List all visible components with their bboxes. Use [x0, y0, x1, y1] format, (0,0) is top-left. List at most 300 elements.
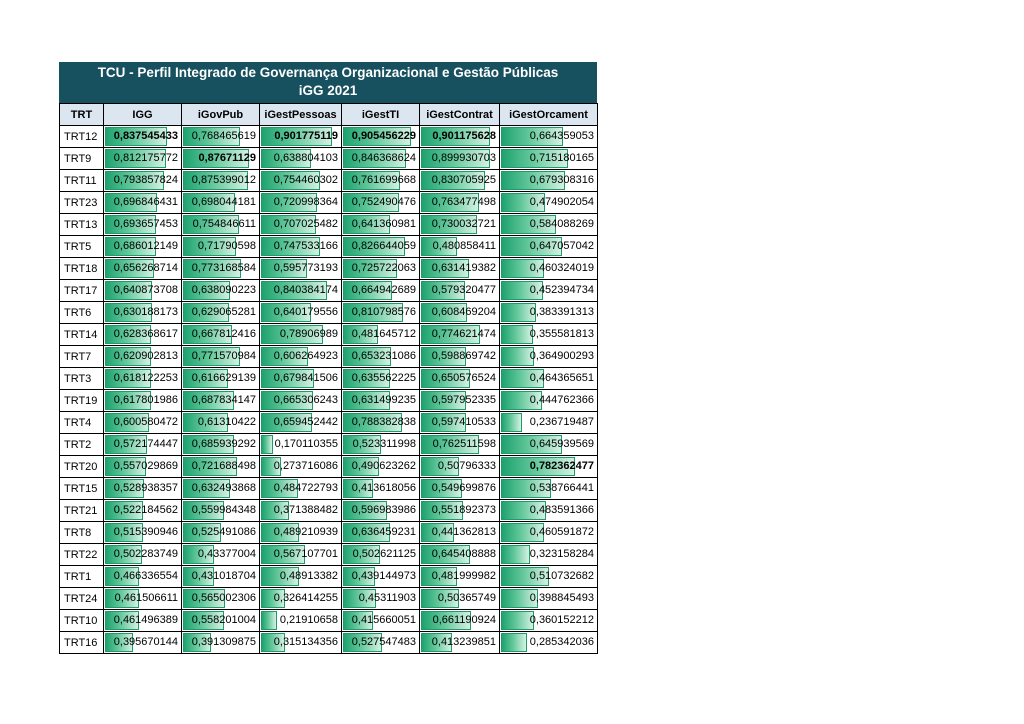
cell-igestorcament	[500, 478, 598, 500]
cell-value: 0,837545433	[113, 130, 178, 142]
cell-igestcontrat	[420, 632, 500, 654]
cell-igg	[104, 258, 182, 280]
cell-igg	[104, 214, 182, 236]
cell-igovpub	[182, 478, 260, 500]
cell-igestorcament	[500, 412, 598, 434]
cell-value: 0,826644059	[351, 240, 416, 252]
cell-igestorcament	[500, 588, 598, 610]
cell-igestcontrat	[420, 610, 500, 632]
cell-value: 0,686012149	[113, 240, 178, 252]
cell-value: 0,631419382	[431, 262, 496, 274]
cell-value: 0,78906989	[279, 328, 338, 340]
cell-value: 0,768465619	[191, 130, 256, 142]
cell-value: 0,664942689	[351, 284, 416, 296]
cell-value: 0,579320477	[431, 284, 496, 296]
table-row	[60, 368, 598, 390]
cell-value: 0,762511598	[432, 438, 496, 450]
cell-value: 0,608469204	[431, 306, 496, 318]
cell-igestti	[342, 588, 420, 610]
cell-igestpessoas	[260, 368, 342, 390]
cell-value: 0,510732682	[529, 570, 594, 582]
cell-igestcontrat	[420, 478, 500, 500]
cell-value: 0,664359053	[529, 130, 594, 142]
cell-value: 0,720998364	[273, 196, 338, 208]
cell-value: 0,596983986	[351, 504, 416, 516]
cell-value: 0,875399012	[191, 174, 256, 186]
cell-value: 0,725722063	[351, 262, 416, 274]
cell-igestpessoas	[260, 522, 342, 544]
cell-igg	[104, 192, 182, 214]
cell-trt: TRT14	[60, 324, 104, 346]
cell-igestpessoas	[260, 280, 342, 302]
cell-value: 0,50365749	[437, 592, 496, 604]
cell-igestorcament	[500, 434, 598, 456]
table-title	[59, 62, 597, 103]
cell-igovpub	[182, 236, 260, 258]
cell-igovpub	[182, 324, 260, 346]
cell-value: 0,273716086	[273, 460, 338, 472]
cell-value: 0,901175628	[432, 130, 496, 142]
cell-value: 0,653231086	[351, 350, 416, 362]
cell-value: 0,452394734	[529, 284, 594, 296]
cell-value: 0,645939569	[529, 438, 594, 450]
cell-igestpessoas	[260, 456, 342, 478]
cell-igestorcament	[500, 258, 598, 280]
cell-igestorcament	[500, 192, 598, 214]
spreadsheet	[59, 62, 597, 654]
cell-igg	[104, 588, 182, 610]
cell-igestorcament	[500, 214, 598, 236]
cell-igg	[104, 478, 182, 500]
cell-igestpessoas	[260, 170, 342, 192]
cell-igestcontrat	[420, 368, 500, 390]
table-row	[60, 544, 598, 566]
cell-value: 0,439144973	[351, 570, 416, 582]
cell-value: 0,830705925	[431, 174, 496, 186]
table-row	[60, 324, 598, 346]
table-row	[60, 214, 598, 236]
cell-value: 0,474902054	[529, 196, 594, 208]
cell-trt: TRT1	[60, 566, 104, 588]
cell-value: 0,771570984	[191, 350, 256, 362]
cell-igestcontrat	[420, 236, 500, 258]
cell-value: 0,383391313	[529, 306, 594, 318]
cell-value: 0,659452442	[273, 416, 338, 428]
cell-value: 0,715180165	[529, 152, 594, 164]
cell-value: 0,323158284	[529, 548, 594, 560]
cell-igestcontrat	[420, 280, 500, 302]
cell-igestpessoas	[260, 434, 342, 456]
cell-value: 0,444762366	[529, 394, 594, 406]
cell-igestorcament	[500, 544, 598, 566]
cell-value: 0,484722793	[273, 482, 338, 494]
cell-igovpub	[182, 148, 260, 170]
cell-igestcontrat	[420, 434, 500, 456]
cell-igestorcament	[500, 346, 598, 368]
cell-trt: TRT11	[60, 170, 104, 192]
cell-igestti	[342, 456, 420, 478]
table-row	[60, 236, 598, 258]
cell-igovpub	[182, 412, 260, 434]
cell-igovpub	[182, 456, 260, 478]
cell-value: 0,687834147	[191, 394, 256, 406]
cell-igg	[104, 412, 182, 434]
cell-igestpessoas	[260, 258, 342, 280]
cell-trt: TRT9	[60, 148, 104, 170]
cell-value: 0,616629139	[191, 372, 256, 384]
table-row	[60, 346, 598, 368]
table-row	[60, 148, 598, 170]
cell-igovpub	[182, 390, 260, 412]
cell-value: 0,522184562	[113, 504, 178, 516]
cell-value: 0,650576524	[431, 372, 496, 384]
cell-igovpub	[182, 610, 260, 632]
table-row	[60, 588, 598, 610]
cell-igestti	[342, 324, 420, 346]
cell-value: 0,696846431	[113, 196, 178, 208]
cell-value: 0,628368617	[113, 328, 178, 340]
table-row	[60, 500, 598, 522]
cell-igestcontrat	[420, 192, 500, 214]
cell-igestcontrat	[420, 170, 500, 192]
cell-igestti	[342, 258, 420, 280]
cell-value: 0,21910658	[279, 614, 338, 626]
cell-igestcontrat	[420, 126, 500, 148]
cell-value: 0,45311903	[358, 592, 416, 604]
table-row	[60, 126, 598, 148]
cell-value: 0,640873708	[113, 284, 178, 296]
cell-value: 0,810798576	[351, 306, 416, 318]
table-row	[60, 302, 598, 324]
cell-value: 0,490623262	[351, 460, 416, 472]
cell-value: 0,606264923	[273, 350, 338, 362]
cell-igovpub	[182, 170, 260, 192]
cell-igestorcament	[500, 236, 598, 258]
cell-value: 0,481645712	[351, 328, 416, 340]
cell-igestpessoas	[260, 610, 342, 632]
cell-igg	[104, 566, 182, 588]
col-header-igestpessoas: iGestPessoas	[260, 104, 342, 126]
cell-igestorcament	[500, 148, 598, 170]
cell-igovpub	[182, 346, 260, 368]
cell-value: 0,48913382	[279, 570, 338, 582]
cell-value: 0,641360981	[351, 218, 416, 230]
cell-value: 0,558201004	[191, 614, 256, 626]
cell-igovpub	[182, 192, 260, 214]
cell-value: 0,483591366	[529, 504, 594, 516]
cell-igg	[104, 368, 182, 390]
table-row	[60, 170, 598, 192]
cell-igestorcament	[500, 324, 598, 346]
cell-igestorcament	[500, 456, 598, 478]
cell-trt: TRT16	[60, 632, 104, 654]
cell-igg	[104, 522, 182, 544]
cell-value: 0,461496389	[113, 614, 178, 626]
cell-igestorcament	[500, 390, 598, 412]
cell-value: 0,559984348	[191, 504, 256, 516]
cell-igestcontrat	[420, 148, 500, 170]
cell-igg	[104, 390, 182, 412]
cell-value: 0,774621474	[431, 328, 496, 340]
table-row	[60, 566, 598, 588]
cell-trt: TRT19	[60, 390, 104, 412]
cell-value: 0,572174447	[113, 438, 178, 450]
cell-trt: TRT17	[60, 280, 104, 302]
cell-value: 0,489210939	[273, 526, 338, 538]
cell-igestti	[342, 544, 420, 566]
cell-value: 0,431018704	[191, 570, 256, 582]
col-header-igovpub: iGovPub	[182, 104, 260, 126]
cell-igestti	[342, 368, 420, 390]
cell-igestpessoas	[260, 478, 342, 500]
cell-value: 0,597952335	[431, 394, 496, 406]
cell-igovpub	[182, 302, 260, 324]
title-line-2: iGG 2021	[298, 83, 358, 98]
cell-igestcontrat	[420, 412, 500, 434]
cell-value: 0,515390946	[113, 526, 178, 538]
cell-igovpub	[182, 566, 260, 588]
cell-igovpub	[182, 214, 260, 236]
cell-value: 0,460324019	[529, 262, 594, 274]
cell-value: 0,398845493	[529, 592, 594, 604]
cell-value: 0,595773193	[273, 262, 338, 274]
cell-value: 0,656268714	[113, 262, 178, 274]
cell-value: 0,71790598	[197, 240, 256, 252]
cell-igestorcament	[500, 126, 598, 148]
cell-igovpub	[182, 522, 260, 544]
cell-value: 0,528938357	[113, 482, 178, 494]
cell-igg	[104, 280, 182, 302]
cell-trt: TRT3	[60, 368, 104, 390]
cell-igovpub	[182, 280, 260, 302]
cell-value: 0,721688498	[191, 460, 256, 472]
col-header-igestorcament: iGestOrcament	[500, 104, 598, 126]
cell-igestpessoas	[260, 390, 342, 412]
table-row	[60, 192, 598, 214]
cell-trt: TRT2	[60, 434, 104, 456]
cell-igestorcament	[500, 500, 598, 522]
col-header-igestcontrat: iGestContrat	[420, 104, 500, 126]
column-header-row	[60, 104, 598, 126]
cell-value: 0,170110355	[274, 438, 338, 450]
cell-value: 0,667812416	[191, 328, 256, 340]
cell-igestorcament	[500, 566, 598, 588]
cell-value: 0,460591872	[529, 526, 594, 538]
cell-value: 0,315134356	[273, 636, 338, 648]
cell-value: 0,567107701	[273, 548, 338, 560]
cell-value: 0,679308316	[529, 174, 594, 186]
cell-trt: TRT22	[60, 544, 104, 566]
cell-igestpessoas	[260, 324, 342, 346]
cell-trt: TRT20	[60, 456, 104, 478]
cell-trt: TRT24	[60, 588, 104, 610]
table-row	[60, 456, 598, 478]
cell-igovpub	[182, 632, 260, 654]
cell-value: 0,685939292	[191, 438, 256, 450]
cell-value: 0,618122253	[113, 372, 178, 384]
cell-igestpessoas	[260, 214, 342, 236]
cell-value: 0,638090223	[191, 284, 256, 296]
cell-value: 0,600580472	[113, 416, 178, 428]
cell-value: 0,901775119	[274, 130, 338, 142]
cell-igovpub	[182, 588, 260, 610]
cell-value: 0,747533166	[273, 240, 338, 252]
cell-igestcontrat	[420, 566, 500, 588]
cell-igestti	[342, 214, 420, 236]
igg-table	[59, 103, 598, 654]
cell-value: 0,661190924	[432, 614, 496, 626]
table-row	[60, 412, 598, 434]
cell-value: 0,754460302	[273, 174, 338, 186]
cell-value: 0,50796333	[437, 460, 496, 472]
cell-igovpub	[182, 258, 260, 280]
cell-igestcontrat	[420, 544, 500, 566]
cell-value: 0,285342036	[529, 636, 594, 648]
cell-igestcontrat	[420, 588, 500, 610]
cell-igestorcament	[500, 632, 598, 654]
cell-value: 0,480858411	[432, 240, 496, 252]
cell-value: 0,391309875	[191, 636, 256, 648]
cell-value: 0,538766441	[529, 482, 594, 494]
cell-igestorcament	[500, 280, 598, 302]
cell-igg	[104, 434, 182, 456]
cell-igg	[104, 610, 182, 632]
cell-igestti	[342, 522, 420, 544]
cell-igestpessoas	[260, 566, 342, 588]
cell-value: 0,364900293	[529, 350, 594, 362]
cell-igg	[104, 148, 182, 170]
cell-value: 0,466336554	[113, 570, 178, 582]
col-header-igg: IGG	[104, 104, 182, 126]
table-body	[60, 126, 598, 654]
cell-value: 0,415660051	[351, 614, 416, 626]
cell-value: 0,43377004	[197, 548, 256, 560]
cell-value: 0,551892373	[431, 504, 496, 516]
cell-value: 0,730032721	[431, 218, 496, 230]
cell-igestti	[342, 302, 420, 324]
cell-value: 0,481999982	[431, 570, 496, 582]
cell-value: 0,413618056	[351, 482, 416, 494]
cell-igestpessoas	[260, 126, 342, 148]
cell-value: 0,557029869	[113, 460, 178, 472]
cell-value: 0,413239851	[431, 636, 496, 648]
cell-value: 0,441362813	[431, 526, 496, 538]
cell-value: 0,793857824	[113, 174, 178, 186]
cell-trt: TRT12	[60, 126, 104, 148]
cell-value: 0,698044181	[191, 196, 256, 208]
col-header-trt: TRT	[60, 104, 104, 126]
cell-igestcontrat	[420, 522, 500, 544]
cell-value: 0,679841506	[273, 372, 338, 384]
cell-igestorcament	[500, 522, 598, 544]
cell-trt: TRT8	[60, 522, 104, 544]
cell-value: 0,598869742	[431, 350, 496, 362]
cell-value: 0,461506611	[114, 592, 178, 604]
cell-value: 0,635562225	[351, 372, 416, 384]
cell-trt: TRT10	[60, 610, 104, 632]
cell-igestorcament	[500, 610, 598, 632]
cell-trt: TRT6	[60, 302, 104, 324]
cell-value: 0,812175772	[113, 152, 178, 164]
cell-value: 0,647057042	[529, 240, 594, 252]
table-row	[60, 280, 598, 302]
col-header-igestti: iGestTI	[342, 104, 420, 126]
cell-igg	[104, 324, 182, 346]
table-row	[60, 610, 598, 632]
cell-igestpessoas	[260, 588, 342, 610]
cell-igestcontrat	[420, 302, 500, 324]
cell-igestcontrat	[420, 500, 500, 522]
cell-igestcontrat	[420, 456, 500, 478]
cell-value: 0,360152212	[529, 614, 594, 626]
table-row	[60, 478, 598, 500]
cell-value: 0,846368624	[351, 152, 416, 164]
cell-igestorcament	[500, 302, 598, 324]
cell-igg	[104, 126, 182, 148]
cell-value: 0,636459231	[351, 526, 416, 538]
cell-trt: TRT7	[60, 346, 104, 368]
cell-igestti	[342, 390, 420, 412]
cell-igg	[104, 544, 182, 566]
cell-value: 0,905456229	[351, 130, 416, 142]
cell-igestti	[342, 126, 420, 148]
cell-value: 0,525491086	[191, 526, 256, 538]
cell-value: 0,773168584	[191, 262, 256, 274]
cell-igestpessoas	[260, 346, 342, 368]
cell-value: 0,87671129	[198, 152, 256, 164]
cell-igestti	[342, 566, 420, 588]
cell-igg	[104, 170, 182, 192]
cell-igestti	[342, 170, 420, 192]
cell-value: 0,549699876	[431, 482, 496, 494]
cell-igestti	[342, 280, 420, 302]
table-row	[60, 434, 598, 456]
cell-value: 0,629065281	[191, 306, 256, 318]
cell-igestpessoas	[260, 544, 342, 566]
cell-trt: TRT15	[60, 478, 104, 500]
cell-igestpessoas	[260, 632, 342, 654]
cell-value: 0,761699668	[351, 174, 416, 186]
cell-value: 0,502283749	[113, 548, 178, 560]
cell-igestpessoas	[260, 192, 342, 214]
table-row	[60, 258, 598, 280]
cell-igestti	[342, 192, 420, 214]
cell-value: 0,638804103	[273, 152, 338, 164]
cell-igg	[104, 302, 182, 324]
cell-value: 0,584088269	[529, 218, 594, 230]
cell-igestti	[342, 346, 420, 368]
cell-igovpub	[182, 126, 260, 148]
cell-value: 0,371388482	[273, 504, 338, 516]
table-row	[60, 390, 598, 412]
cell-trt: TRT5	[60, 236, 104, 258]
cell-trt: TRT18	[60, 258, 104, 280]
cell-value: 0,665306243	[273, 394, 338, 406]
cell-value: 0,693657453	[113, 218, 178, 230]
cell-igestti	[342, 632, 420, 654]
cell-igestcontrat	[420, 214, 500, 236]
cell-igestcontrat	[420, 324, 500, 346]
cell-value: 0,464365651	[529, 372, 594, 384]
cell-igestcontrat	[420, 390, 500, 412]
cell-igestti	[342, 434, 420, 456]
table-row	[60, 632, 598, 654]
cell-igg	[104, 500, 182, 522]
cell-value: 0,788382838	[351, 416, 416, 428]
cell-value: 0,355581813	[529, 328, 594, 340]
cell-trt: TRT4	[60, 412, 104, 434]
cell-igovpub	[182, 544, 260, 566]
